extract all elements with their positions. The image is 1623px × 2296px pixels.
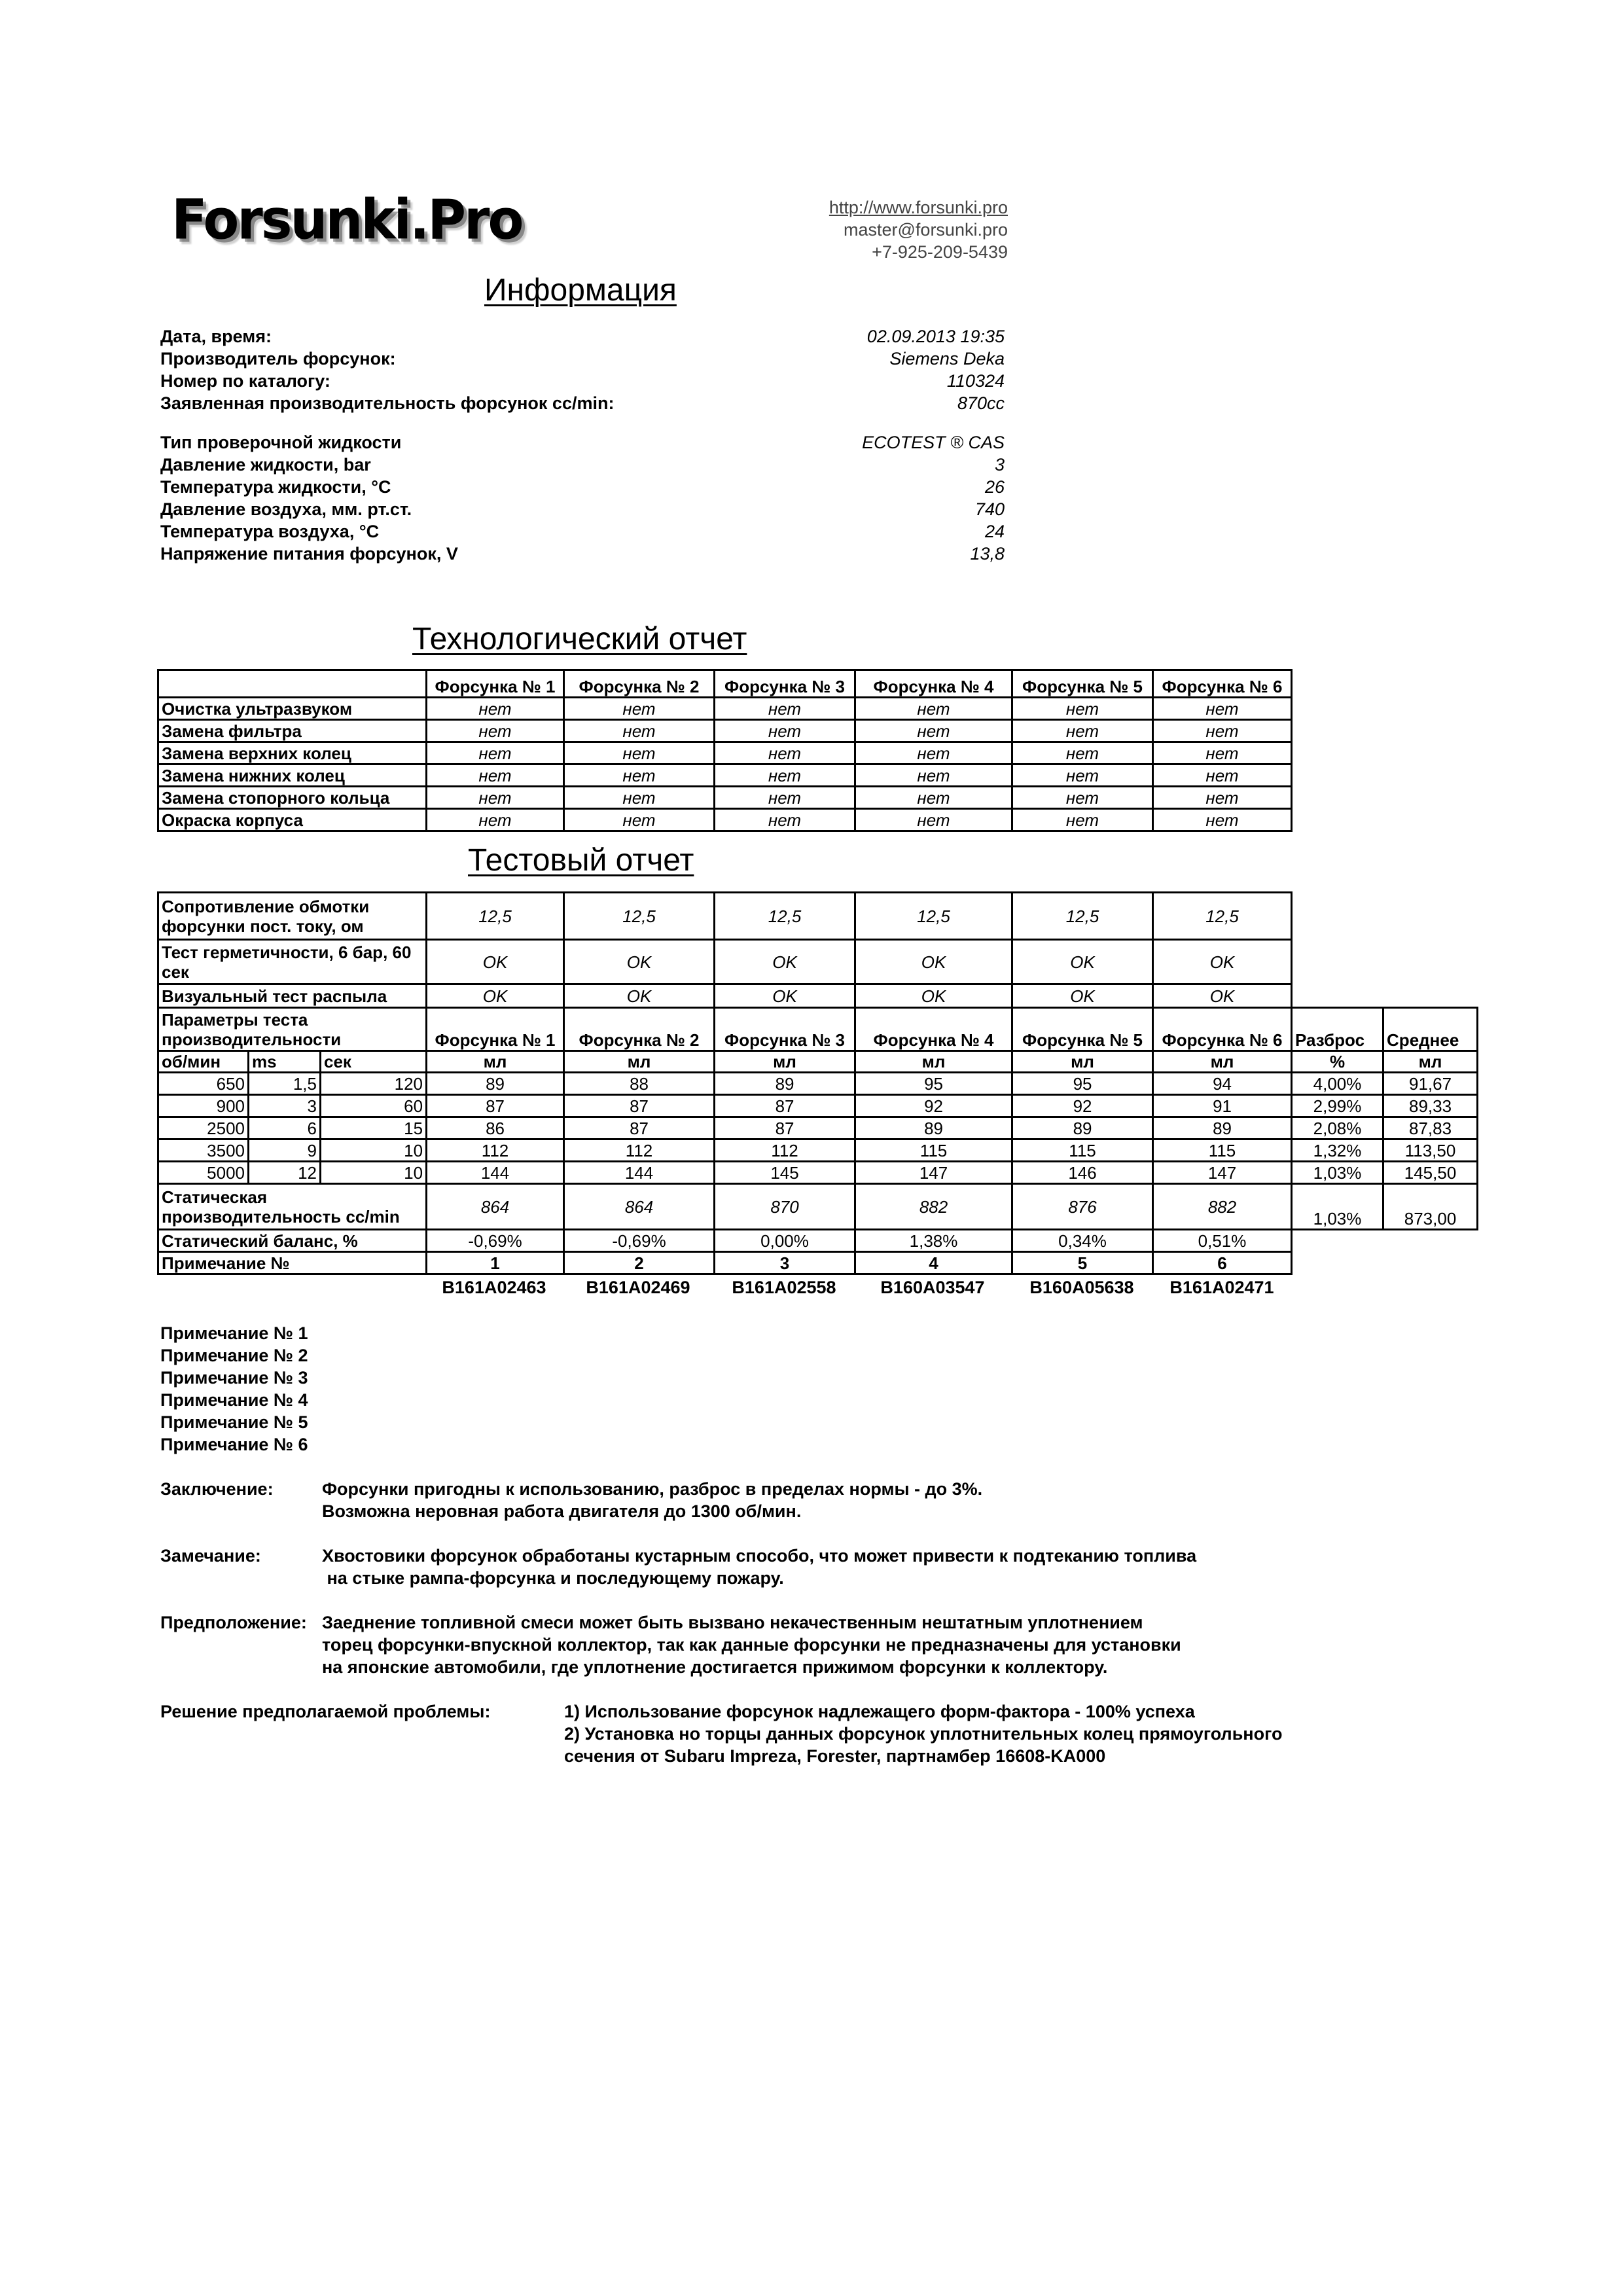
info-label: Температура жидкости, °C bbox=[160, 477, 391, 497]
blank-cell bbox=[1292, 984, 1478, 1008]
sec-value: 120 bbox=[321, 1073, 427, 1095]
perf-row bbox=[158, 1139, 1478, 1162]
info-value: 740 bbox=[974, 499, 1005, 519]
flow-value: 89 bbox=[855, 1117, 1012, 1139]
resistance-value: 12,5 bbox=[564, 893, 715, 940]
unit-label: мл bbox=[1153, 1051, 1292, 1073]
static-balance-value: 0,51% bbox=[1153, 1230, 1292, 1252]
serial-number: B161A02469 bbox=[586, 1278, 690, 1297]
static-flow-value: 864 bbox=[427, 1184, 564, 1230]
flow-value: 87 bbox=[564, 1117, 715, 1139]
flow-value: 94 bbox=[1153, 1073, 1292, 1095]
static-balance-value: -0,69% bbox=[427, 1230, 564, 1252]
flow-value: 95 bbox=[855, 1073, 1012, 1095]
row-label: Статический баланс, % bbox=[158, 1230, 427, 1252]
perf-header-row bbox=[158, 1008, 1478, 1051]
flow-value: 89 bbox=[1153, 1117, 1292, 1139]
blank-cell bbox=[1292, 893, 1478, 940]
info-label: Дата, время: bbox=[160, 327, 272, 346]
note-number: 2 bbox=[564, 1252, 715, 1274]
sec-value: 10 bbox=[321, 1139, 427, 1162]
static-flow-row bbox=[158, 1184, 1478, 1230]
rpm-value: 5000 bbox=[158, 1162, 249, 1184]
unit-label: мл bbox=[564, 1051, 715, 1073]
column-header: Форсунка № 5 bbox=[1012, 1008, 1153, 1051]
note-number: 6 bbox=[1153, 1252, 1292, 1274]
note-number-row bbox=[158, 1252, 1478, 1274]
note-number: 4 bbox=[855, 1252, 1012, 1274]
row-label: Замена верхних колец bbox=[158, 742, 427, 764]
row-label: Сопротивление обмотки форсунки пост. току, ом bbox=[158, 893, 427, 940]
spread-value: 1,03% bbox=[1292, 1162, 1383, 1184]
static-flow-value: 882 bbox=[1153, 1184, 1292, 1230]
info-value: ECOTEST ® CAS bbox=[862, 433, 1005, 452]
blank-cell bbox=[1292, 1230, 1478, 1252]
sec-value: 15 bbox=[321, 1117, 427, 1139]
info-label: Заявленная производительность форсунок cc/min: bbox=[160, 393, 615, 413]
tech-value: нет bbox=[427, 764, 564, 787]
info-label: Тип проверочной жидкости bbox=[160, 433, 402, 452]
row-label: Тест герметичности, 6 бар, 60 сек bbox=[158, 940, 427, 984]
website-link[interactable]: http://www.forsunki.pro bbox=[829, 198, 1008, 217]
row-label: Примечание № bbox=[158, 1252, 427, 1274]
assumption-line: торец форсунки-впускной коллектор, так как данные форсунки не предназначены для установки bbox=[322, 1635, 1181, 1655]
column-header: Форсунка № 1 bbox=[427, 1008, 564, 1051]
tech-value: нет bbox=[715, 698, 855, 720]
tech-value: нет bbox=[427, 698, 564, 720]
solution-label: Решение предполагаемой проблемы: bbox=[160, 1702, 491, 1721]
tech-value: нет bbox=[427, 720, 564, 742]
remark-line: Хвостовики форсунок обработаны кустарным способо, что может привести к подтеканию топлива bbox=[322, 1546, 1197, 1566]
leak-test-value: OK bbox=[715, 940, 855, 984]
tech-report-heading: Технологический отчет bbox=[412, 622, 747, 656]
resistance-row bbox=[158, 893, 1478, 940]
leak-test-value: OK bbox=[855, 940, 1012, 984]
info-value: 13,8 bbox=[970, 544, 1005, 564]
tech-value: нет bbox=[855, 764, 1012, 787]
flow-value: 87 bbox=[715, 1117, 855, 1139]
resistance-value: 12,5 bbox=[427, 893, 564, 940]
flow-value: 112 bbox=[427, 1139, 564, 1162]
tech-value: нет bbox=[715, 787, 855, 809]
flow-value: 147 bbox=[1153, 1162, 1292, 1184]
flow-value: 87 bbox=[427, 1095, 564, 1117]
serial-number: B161A02463 bbox=[442, 1278, 546, 1297]
tech-value: нет bbox=[1153, 787, 1292, 809]
flow-value: 147 bbox=[855, 1162, 1012, 1184]
spray-test-value: OK bbox=[1012, 984, 1153, 1008]
note-number: 3 bbox=[715, 1252, 855, 1274]
serial-number: B160A05638 bbox=[1029, 1278, 1134, 1297]
unit-label: мл bbox=[1383, 1051, 1478, 1073]
note-item: Примечание № 2 bbox=[160, 1346, 308, 1365]
blank-cell bbox=[1292, 940, 1478, 984]
perf-row bbox=[158, 1095, 1478, 1117]
info-label: Температура воздуха, °C bbox=[160, 522, 380, 541]
static-flow-value: 864 bbox=[564, 1184, 715, 1230]
spray-test-row bbox=[158, 984, 1478, 1008]
tech-value: нет bbox=[427, 742, 564, 764]
solution-line: 1) Использование форсунок надлежащего форм-фактора - 100% успеха bbox=[564, 1702, 1195, 1721]
tech-value: нет bbox=[564, 764, 715, 787]
info-value: 110324 bbox=[946, 371, 1005, 391]
unit-label: мл bbox=[1012, 1051, 1153, 1073]
flow-value: 115 bbox=[855, 1139, 1012, 1162]
tech-value: нет bbox=[855, 698, 1012, 720]
tech-value: нет bbox=[427, 809, 564, 831]
note-number: 1 bbox=[427, 1252, 564, 1274]
tech-value: нет bbox=[715, 764, 855, 787]
unit-label: мл bbox=[715, 1051, 855, 1073]
ms-header: ms bbox=[249, 1051, 321, 1073]
tech-row bbox=[158, 787, 1292, 809]
perf-units-row bbox=[158, 1051, 1478, 1073]
info-value: 870cc bbox=[957, 393, 1005, 413]
flow-value: 95 bbox=[1012, 1073, 1153, 1095]
assumption-line: Заеднение топливной смеси может быть вызвано некачественным нештатным уплотнением bbox=[322, 1613, 1143, 1632]
info-label: Производитель форсунок: bbox=[160, 349, 396, 368]
tech-value: нет bbox=[855, 742, 1012, 764]
static-flow-value: 870 bbox=[715, 1184, 855, 1230]
serial-number: B161A02471 bbox=[1169, 1278, 1274, 1297]
row-label: Замена стопорного кольца bbox=[158, 787, 427, 809]
tech-value: нет bbox=[564, 742, 715, 764]
tech-value: нет bbox=[1153, 764, 1292, 787]
flow-value: 87 bbox=[715, 1095, 855, 1117]
tech-value: нет bbox=[855, 720, 1012, 742]
column-header: Форсунка № 2 bbox=[564, 1008, 715, 1051]
tech-value: нет bbox=[1012, 720, 1153, 742]
column-header: Форсунка № 6 bbox=[1153, 1008, 1292, 1051]
leak-test-value: OK bbox=[1012, 940, 1153, 984]
tech-report-table bbox=[157, 669, 1293, 832]
row-label: Окраска корпуса bbox=[158, 809, 427, 831]
ms-value: 1,5 bbox=[249, 1073, 321, 1095]
tech-value: нет bbox=[564, 720, 715, 742]
tech-value: нет bbox=[1153, 809, 1292, 831]
info-label: Давление воздуха, мм. рт.ст. bbox=[160, 499, 412, 519]
average-header: Среднее bbox=[1383, 1008, 1478, 1051]
rpm-value: 900 bbox=[158, 1095, 249, 1117]
average-value: 145,50 bbox=[1383, 1162, 1478, 1184]
leak-test-value: OK bbox=[564, 940, 715, 984]
note-item: Примечание № 4 bbox=[160, 1390, 308, 1410]
flow-value: 89 bbox=[1012, 1117, 1153, 1139]
info-value: 3 bbox=[994, 455, 1005, 475]
leak-test-row bbox=[158, 940, 1478, 984]
static-balance-value: 1,38% bbox=[855, 1230, 1012, 1252]
static-balance-value: 0,00% bbox=[715, 1230, 855, 1252]
resistance-value: 12,5 bbox=[1012, 893, 1153, 940]
blank-cell bbox=[1292, 1252, 1478, 1274]
static-balance-row bbox=[158, 1230, 1478, 1252]
info-label: Номер по каталогу: bbox=[160, 371, 330, 391]
info-value: 02.09.2013 19:35 bbox=[866, 327, 1005, 346]
info-label: Давление жидкости, bar bbox=[160, 455, 371, 475]
flow-value: 115 bbox=[1153, 1139, 1292, 1162]
tech-value: нет bbox=[715, 809, 855, 831]
empty-header-cell bbox=[158, 670, 427, 698]
flow-value: 144 bbox=[564, 1162, 715, 1184]
resistance-value: 12,5 bbox=[855, 893, 1012, 940]
contact-block bbox=[746, 196, 1008, 263]
row-label: Замена нижних колец bbox=[158, 764, 427, 787]
static-flow-spread: 1,03% bbox=[1292, 1184, 1383, 1230]
column-header: Форсунка № 1 bbox=[427, 670, 564, 698]
conclusion-label: Заключение: bbox=[160, 1479, 274, 1499]
spread-value: 4,00% bbox=[1292, 1073, 1383, 1095]
tech-value: нет bbox=[564, 809, 715, 831]
email-text: master@forsunki.pro bbox=[844, 220, 1008, 240]
static-flow-value: 876 bbox=[1012, 1184, 1153, 1230]
tech-header-row bbox=[158, 670, 1292, 698]
serial-number: B161A02558 bbox=[732, 1278, 836, 1297]
info-label: Напряжение питания форсунок, V bbox=[160, 544, 458, 564]
flow-value: 112 bbox=[715, 1139, 855, 1162]
info-value: 24 bbox=[984, 522, 1005, 541]
company-logo: Forsunki.Pro bbox=[171, 187, 522, 252]
leak-test-value: OK bbox=[1153, 940, 1292, 984]
tech-value: нет bbox=[855, 787, 1012, 809]
tech-value: нет bbox=[715, 742, 855, 764]
tech-value: нет bbox=[1153, 742, 1292, 764]
assumption-label: Предположение: bbox=[160, 1613, 307, 1632]
flow-value: 89 bbox=[427, 1073, 564, 1095]
perf-row bbox=[158, 1117, 1478, 1139]
spray-test-value: OK bbox=[715, 984, 855, 1008]
tech-row bbox=[158, 764, 1292, 787]
assumption-line: на японские автомобили, где уплотнение достигается прижимом форсунки к коллектору. bbox=[322, 1657, 1108, 1677]
rpm-value: 2500 bbox=[158, 1117, 249, 1139]
remark-line: на стыке рампа-форсунка и последующему пожару. bbox=[322, 1568, 784, 1588]
static-balance-value: 0,34% bbox=[1012, 1230, 1153, 1252]
spread-header: Разброс bbox=[1292, 1008, 1383, 1051]
static-flow-value: 882 bbox=[855, 1184, 1012, 1230]
note-item: Примечание № 5 bbox=[160, 1412, 308, 1432]
row-label: Очистка ультразвуком bbox=[158, 698, 427, 720]
flow-value: 144 bbox=[427, 1162, 564, 1184]
rpm-header: об/мин bbox=[158, 1051, 249, 1073]
column-header: Форсунка № 6 bbox=[1153, 670, 1292, 698]
unit-label: мл bbox=[855, 1051, 1012, 1073]
sec-value: 60 bbox=[321, 1095, 427, 1117]
tech-value: нет bbox=[855, 809, 1012, 831]
spread-value: 2,08% bbox=[1292, 1117, 1383, 1139]
unit-label: мл bbox=[427, 1051, 564, 1073]
static-balance-value: -0,69% bbox=[564, 1230, 715, 1252]
info-value: Siemens Deka bbox=[889, 349, 1005, 368]
tech-value: нет bbox=[427, 787, 564, 809]
conclusion-line: Форсунки пригодны к использованию, разброс в пределах нормы - до 3%. bbox=[322, 1479, 983, 1499]
note-item: Примечание № 1 bbox=[160, 1323, 308, 1343]
ms-value: 9 bbox=[249, 1139, 321, 1162]
flow-value: 146 bbox=[1012, 1162, 1153, 1184]
conclusion-line: Возможна неровная работа двигателя до 1300 об/мин. bbox=[322, 1501, 802, 1521]
average-value: 91,67 bbox=[1383, 1073, 1478, 1095]
rpm-value: 3500 bbox=[158, 1139, 249, 1162]
tech-value: нет bbox=[1012, 742, 1153, 764]
row-label: Статическая производительность cc/min bbox=[158, 1184, 427, 1230]
info-heading: Информация bbox=[484, 273, 677, 308]
tech-value: нет bbox=[1012, 809, 1153, 831]
spread-value: 2,99% bbox=[1292, 1095, 1383, 1117]
leak-test-value: OK bbox=[427, 940, 564, 984]
average-value: 87,83 bbox=[1383, 1117, 1478, 1139]
info-value: 26 bbox=[984, 477, 1005, 497]
tech-value: нет bbox=[1012, 698, 1153, 720]
resistance-value: 12,5 bbox=[715, 893, 855, 940]
ms-value: 12 bbox=[249, 1162, 321, 1184]
phone-text: +7-925-209-5439 bbox=[872, 242, 1008, 262]
spray-test-value: OK bbox=[564, 984, 715, 1008]
test-report-heading: Тестовый отчет bbox=[468, 843, 694, 878]
flow-value: 112 bbox=[564, 1139, 715, 1162]
average-value: 113,50 bbox=[1383, 1139, 1478, 1162]
column-header: Форсунка № 5 bbox=[1012, 670, 1153, 698]
resistance-value: 12,5 bbox=[1153, 893, 1292, 940]
tech-value: нет bbox=[564, 698, 715, 720]
unit-label: % bbox=[1292, 1051, 1383, 1073]
flow-value: 87 bbox=[564, 1095, 715, 1117]
sec-value: 10 bbox=[321, 1162, 427, 1184]
note-item: Примечание № 3 bbox=[160, 1368, 308, 1388]
note-number: 5 bbox=[1012, 1252, 1153, 1274]
tech-row bbox=[158, 698, 1292, 720]
flow-value: 91 bbox=[1153, 1095, 1292, 1117]
column-header: Форсунка № 3 bbox=[715, 1008, 855, 1051]
column-header: Форсунка № 2 bbox=[564, 670, 715, 698]
rpm-value: 650 bbox=[158, 1073, 249, 1095]
tech-value: нет bbox=[715, 720, 855, 742]
ms-value: 3 bbox=[249, 1095, 321, 1117]
spread-value: 1,32% bbox=[1292, 1139, 1383, 1162]
column-header: Форсунка № 4 bbox=[855, 1008, 1012, 1051]
flow-value: 88 bbox=[564, 1073, 715, 1095]
row-label: Замена фильтра bbox=[158, 720, 427, 742]
flow-value: 145 bbox=[715, 1162, 855, 1184]
tech-row bbox=[158, 809, 1292, 831]
flow-value: 92 bbox=[1012, 1095, 1153, 1117]
spray-test-value: OK bbox=[427, 984, 564, 1008]
flow-value: 92 bbox=[855, 1095, 1012, 1117]
tech-value: нет bbox=[1153, 720, 1292, 742]
tech-row bbox=[158, 720, 1292, 742]
perf-row bbox=[158, 1073, 1478, 1095]
note-item: Примечание № 6 bbox=[160, 1435, 308, 1454]
row-label: Параметры теста производительности bbox=[158, 1008, 427, 1051]
average-value: 89,33 bbox=[1383, 1095, 1478, 1117]
tech-row bbox=[158, 742, 1292, 764]
remark-label: Замечание: bbox=[160, 1546, 261, 1566]
tech-value: нет bbox=[564, 787, 715, 809]
row-label: Визуальный тест распыла bbox=[158, 984, 427, 1008]
tech-value: нет bbox=[1153, 698, 1292, 720]
spray-test-value: OK bbox=[1153, 984, 1292, 1008]
flow-value: 89 bbox=[715, 1073, 855, 1095]
ms-value: 6 bbox=[249, 1117, 321, 1139]
sec-header: сек bbox=[321, 1051, 427, 1073]
solution-line: сечения от Subaru Impreza, Forester, партнамбер 16608-KA000 bbox=[564, 1746, 1106, 1766]
spray-test-value: OK bbox=[855, 984, 1012, 1008]
solution-line: 2) Установка но торцы данных форсунок уплотнительных колец прямоугольного bbox=[564, 1724, 1283, 1744]
tech-value: нет bbox=[1012, 764, 1153, 787]
column-header: Форсунка № 4 bbox=[855, 670, 1012, 698]
perf-row bbox=[158, 1162, 1478, 1184]
tech-value: нет bbox=[1012, 787, 1153, 809]
test-report-table bbox=[157, 891, 1478, 1275]
serial-number: B160A03547 bbox=[880, 1278, 985, 1297]
column-header: Форсунка № 3 bbox=[715, 670, 855, 698]
flow-value: 115 bbox=[1012, 1139, 1153, 1162]
flow-value: 86 bbox=[427, 1117, 564, 1139]
static-flow-average: 873,00 bbox=[1383, 1184, 1478, 1230]
